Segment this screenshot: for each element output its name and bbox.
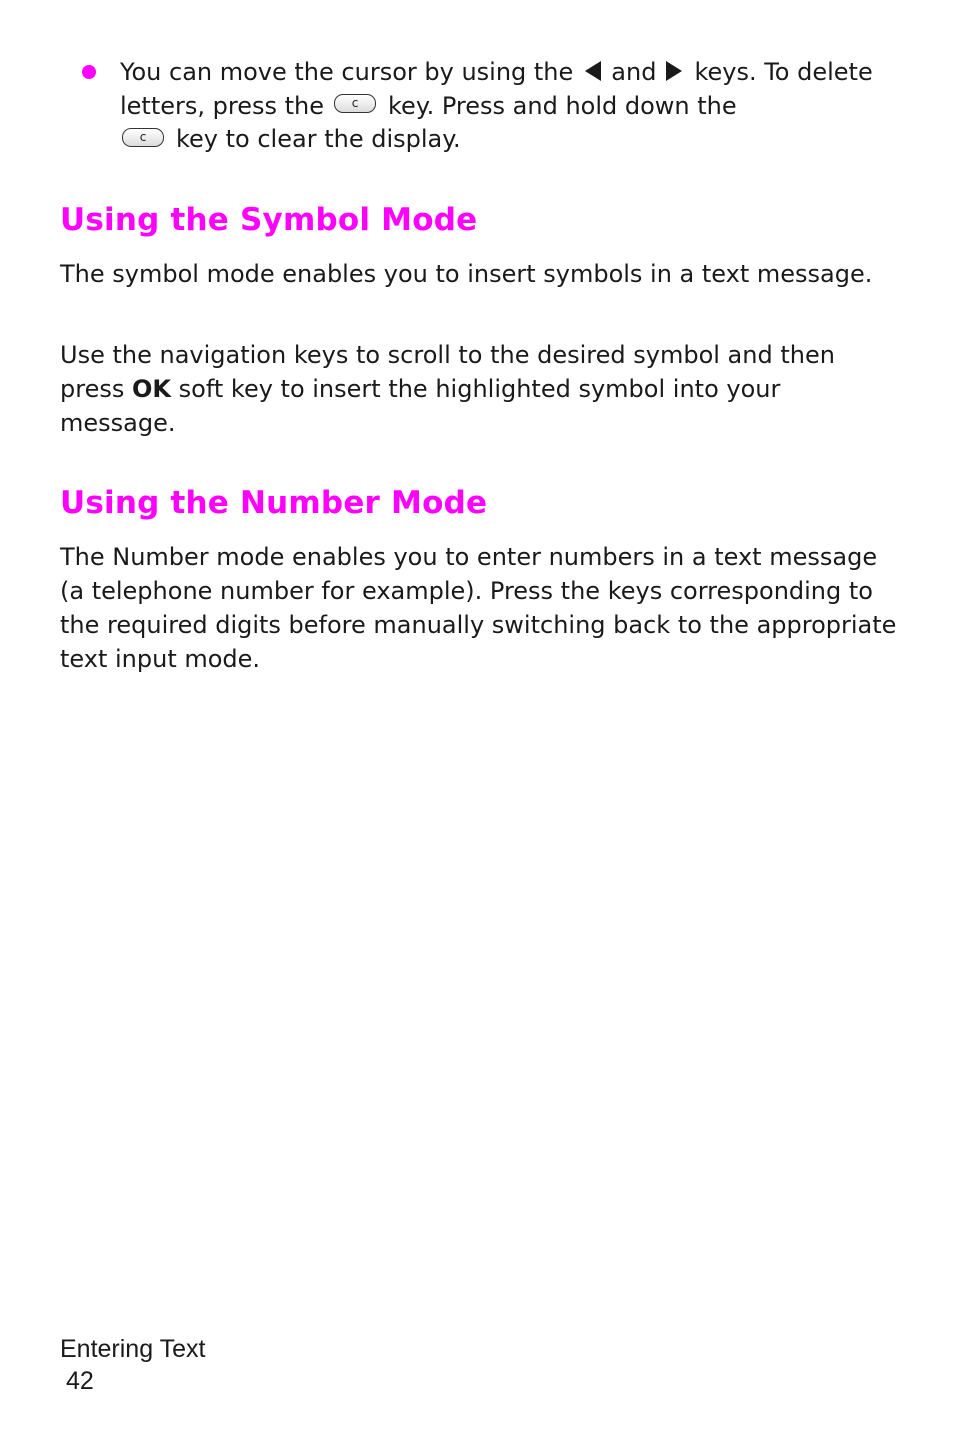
bullet-text-2: and	[611, 58, 657, 86]
symbol-mode-heading: Using the Symbol Mode	[60, 202, 478, 238]
footer-section-title: Entering Text	[60, 1335, 206, 1363]
symbol-mode-intro: The symbol mode enables you to insert symbols in a text message.	[60, 260, 873, 288]
symbol-instr-post: soft key to insert the highlighted symbol into your message.	[60, 375, 781, 437]
bullet-dot-icon	[82, 65, 96, 79]
ok-soft-key-label: OK	[132, 375, 171, 403]
symbol-instr-pre: Use the navigation keys to scroll to the desired symbol and then press	[60, 341, 835, 403]
bullet-text-3: keys. To delete letters, press the	[120, 58, 873, 120]
c-key-icon: c	[122, 128, 164, 147]
left-arrow-key-icon	[585, 61, 601, 81]
number-mode-heading: Using the Number Mode	[60, 485, 488, 521]
bullet-text-5: key to clear the display.	[176, 125, 461, 153]
number-mode-paragraph: The Number mode enables you to enter numbers in a text message (a telephone number for example). Press the keys corresponding to the required digits before manually switching back to the appropriate text input mode.	[60, 543, 897, 673]
page-number: 42	[66, 1367, 94, 1395]
bullet-text-4: key. Press and hold down the	[388, 91, 737, 120]
symbol-mode-instructions	[60, 338, 900, 440]
c-key-icon: c	[334, 94, 376, 113]
cursor-tip-bullet	[120, 56, 910, 157]
right-arrow-key-icon	[666, 61, 682, 81]
page-footer	[60, 1333, 205, 1397]
bullet-text-1: You can move the cursor by using the	[120, 58, 574, 86]
